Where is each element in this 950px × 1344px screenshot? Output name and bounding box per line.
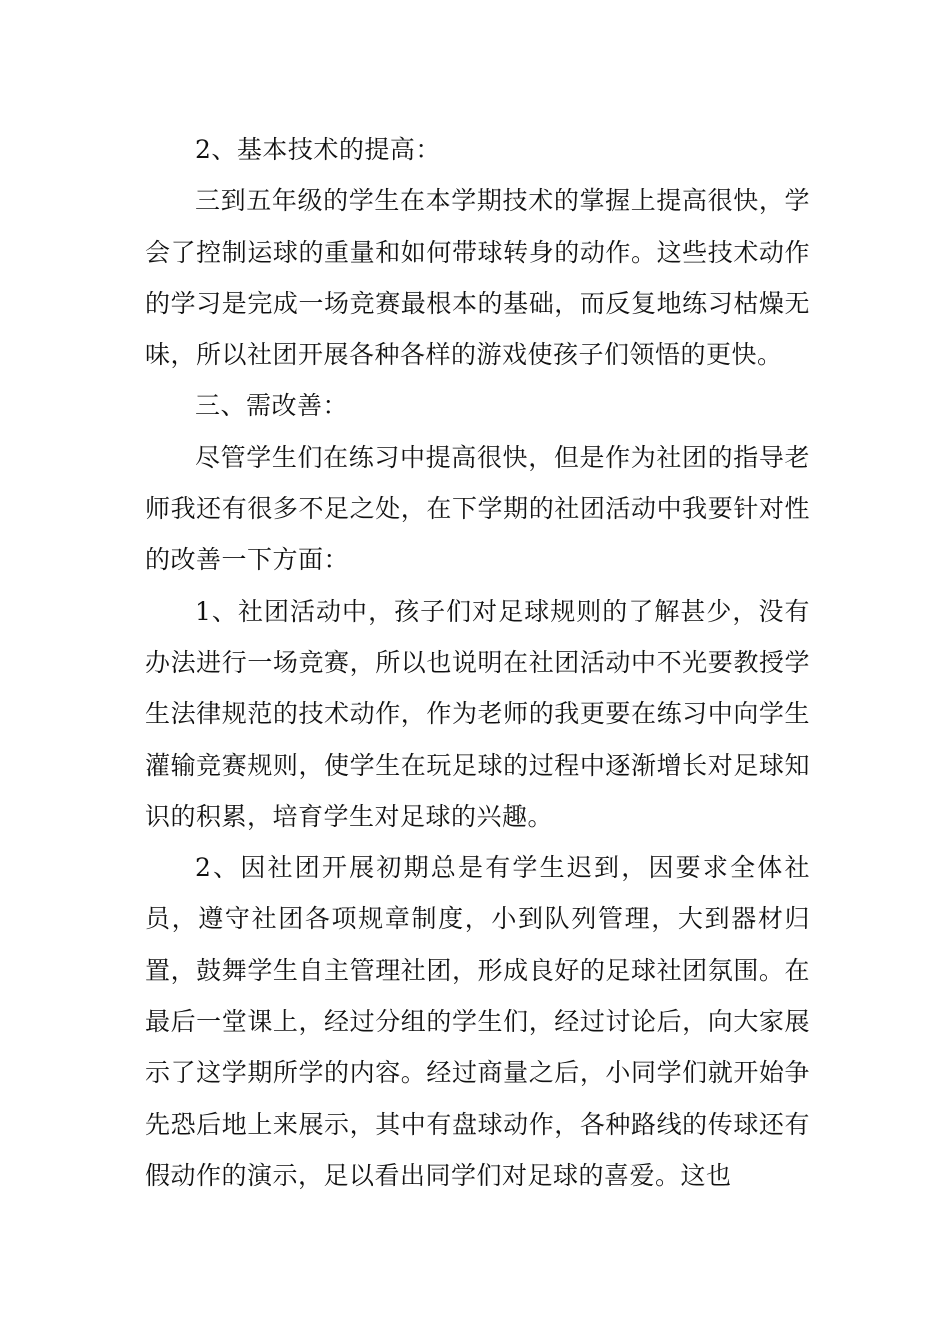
paragraph-basic-skills-body: 三到五年级的学生在本学期技术的掌握上提高很快，学会了控制运球的重量和如何带球转身的动作。这些技术动作的学习是完成一场竞赛最根本的基础，而反复地练习枯燥无味，所以社团开展各种各样的游戏使孩子们领悟的更快。 (145, 186, 810, 370)
paragraph-improvement-heading: 三、需改善： (195, 391, 349, 421)
paragraph-improvement-item-1: 1、社团活动中，孩子们对足球规则的了解甚少，没有办法进行一场竞赛，所以也说明在社团活动中不光要教授学生法律规范的技术动作，作为老师的我更要在练习中向学生灌输竞赛规则，使学生在玩足球的过程中逐渐增长对足球知识的积累，培育学生对足球的兴趣。 (145, 596, 810, 831)
paragraph-improvement-item-2: 2、因社团开展初期总是有学生迟到，因要求全体社员，遵守社团各项规章制度，小到队列管理，大到器材归置，鼓舞学生自主管理社团，形成良好的足球社团氛围。在最后一堂课上，经过分组的学生们，经过讨论后，向大家展示了这学期所学的内容。经过商量之后，小同学们就开始争先恐后地上来展示，其中有盘球动作，各种路线的传球还有假动作的演示，足以看出同学们对足球的喜爱。这也 (145, 853, 810, 1190)
paragraph-improvement-intro: 尽管学生们在练习中提高很快，但是作为社团的指导老师我还有很多不足之处，在下学期的社团活动中我要针对性的改善一下方面： (145, 442, 810, 575)
document-body (145, 124, 810, 1201)
paragraph-basic-skills-heading: 2、基本技术的提高： (195, 135, 441, 164)
